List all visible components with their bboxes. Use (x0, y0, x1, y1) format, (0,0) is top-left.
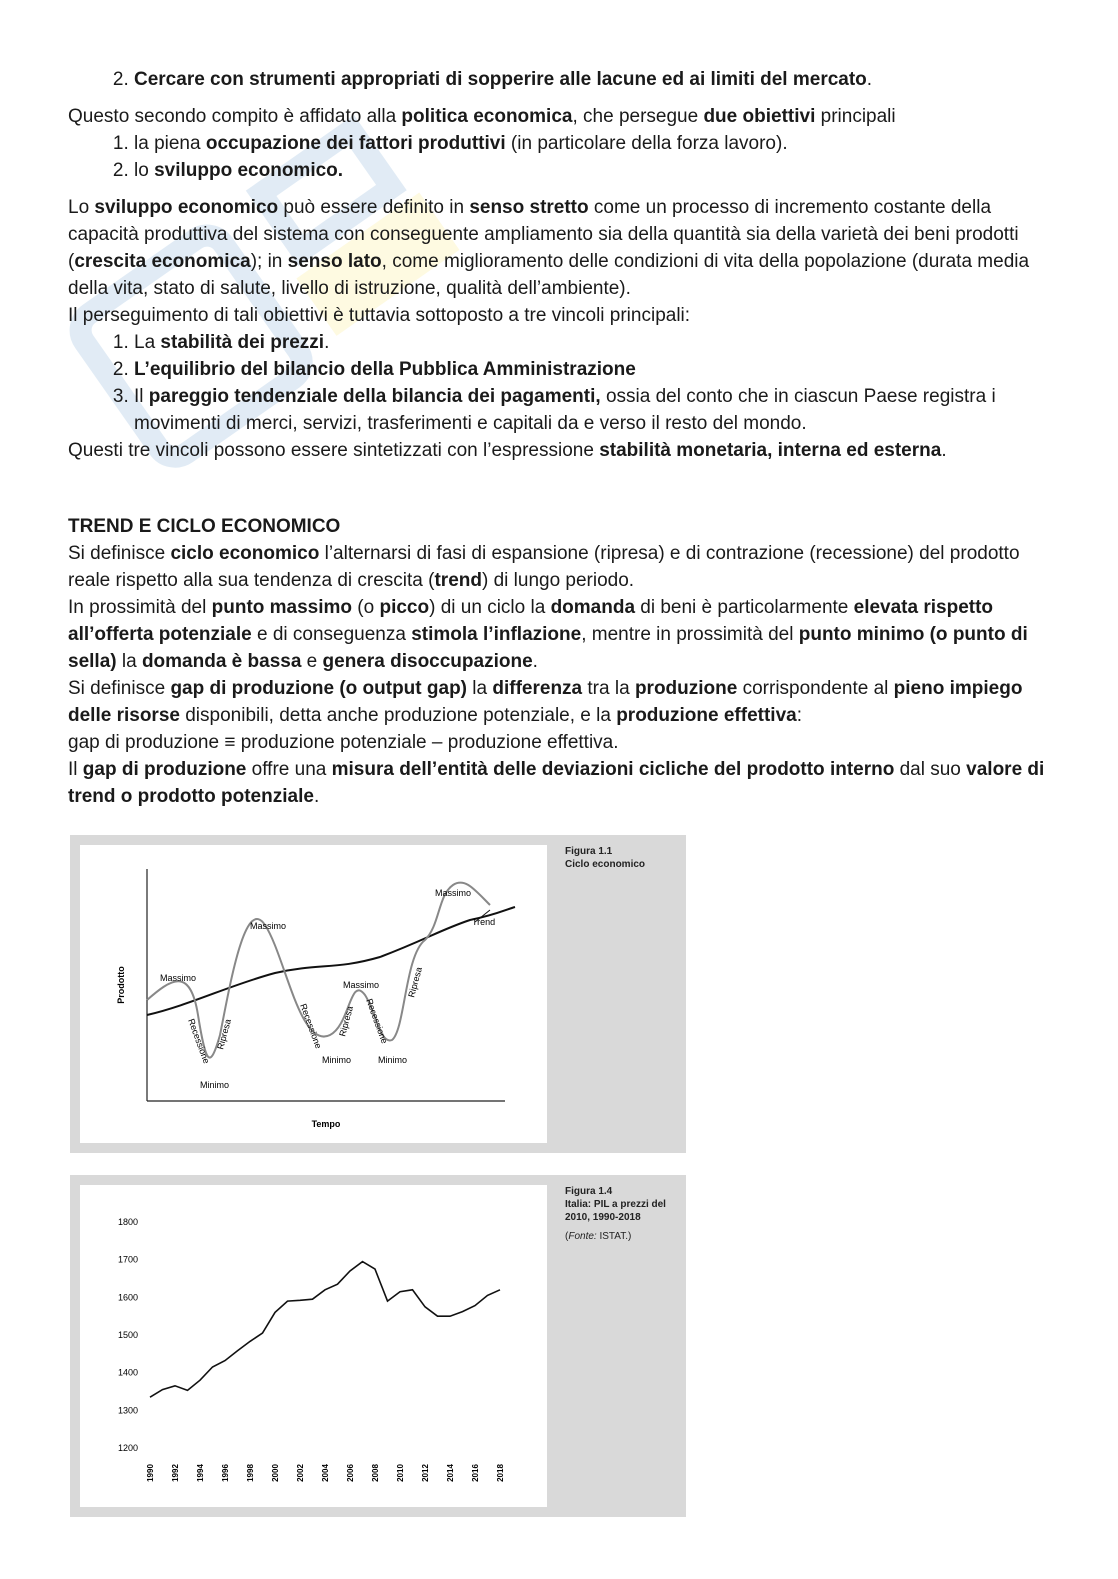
y-tick-label: 1300 (118, 1405, 139, 1416)
label-recessione: Recessione (364, 997, 390, 1045)
trend-line (147, 907, 515, 1015)
x-tick-label: 2006 (346, 1464, 355, 1482)
figure-ciclo-economico (70, 835, 686, 1153)
label-massimo: Massimo (435, 888, 472, 898)
cycle-diagram (80, 845, 547, 1143)
x-tick-label: 1992 (171, 1464, 180, 1482)
chart-source-value: ISTAT. (599, 1231, 629, 1242)
series-line-pil (150, 1262, 500, 1398)
y-tick-label: 1400 (118, 1367, 139, 1378)
section-title: TREND E CICLO ECONOMICO (68, 516, 341, 537)
chart-source-label: Fonte: (568, 1231, 597, 1242)
intro-list-item (134, 66, 1048, 93)
figure4-caption (565, 1185, 685, 1243)
figure-ciclo-panel (80, 845, 547, 1143)
label-massimo: Massimo (250, 921, 287, 931)
figure-pil-italia (70, 1175, 686, 1517)
x-tick-label: 2014 (446, 1464, 455, 1482)
document-page (68, 66, 1048, 810)
intro-list (68, 66, 1048, 93)
x-tick-label: 2008 (371, 1464, 380, 1482)
constraints-list (68, 329, 1048, 437)
x-tick-label: 1998 (246, 1464, 255, 1482)
paragraph-ciclo-economico: Si definisce ciclo economico l’alternarsi di fasi di espansione (ripresa) e di contrazione (recessione) del prodotto reale rispetto alla sua tendenza di crescita (trend) di lungo periodo. (68, 543, 1020, 591)
figure-pil-panel (80, 1185, 547, 1507)
objective-item: 2. lo sviluppo economico. (134, 157, 1048, 184)
x-tick-label: 2000 (271, 1464, 280, 1482)
label-minimo: Minimo (322, 1055, 352, 1065)
label-recessione: Recessione (298, 1002, 324, 1050)
cycle-x-label: Tempo (311, 1119, 341, 1129)
label-massimo: Massimo (160, 973, 197, 983)
intro-item-bold: Cercare con strumenti appropriati di sopperire alle lacune ed ai limiti del mercato (134, 69, 867, 90)
chart-source: (Fonte: ISTAT.) (565, 1231, 632, 1242)
x-tick-label: 2004 (321, 1464, 330, 1482)
y-tick-label: 1800 (118, 1217, 139, 1227)
y-tick-label: 1600 (118, 1292, 139, 1303)
paragraph-sviluppo-economico: Lo sviluppo economico può essere definito in senso stretto come un processo di incremento costante della capacità produttiva del sistema con conseguente ampliamento sia della quantità sia della varietà dei beni prodotti (crescita economica); in senso lato, come miglioramento delle condizioni di vita della popolazione (durata media della vita, stato di salute, livello di istruzione, qualità dell’ambiente). (68, 197, 1030, 299)
chart-title: Figura 1.4 (565, 1186, 613, 1197)
x-tick-label: 2018 (496, 1464, 505, 1482)
x-tick-label: 2002 (296, 1464, 305, 1482)
label-minimo: Minimo (378, 1055, 408, 1065)
x-tick-label: 2012 (421, 1464, 430, 1482)
paragraph-vincoli-intro: Il perseguimento di tali obiettivi è tuttavia sottoposto a tre vincoli principali: (68, 305, 691, 326)
y-tick-label: 1700 (118, 1254, 139, 1265)
label-trend: Trend (472, 917, 496, 927)
constraint-item: 2. L’equilibrio del bilancio della Pubblica Amministrazione (134, 356, 1048, 383)
x-tick-label: 2016 (471, 1464, 480, 1482)
cycle-y-label: Prodotto (116, 966, 126, 1004)
label-ripresa: Ripresa (406, 965, 424, 999)
figure1-caption-title: Figura 1.1 (565, 846, 613, 857)
constraint-item: 1. La stabilità dei prezzi. (134, 329, 1048, 356)
paragraph-gap-definizione: Si definisce gap di produzione (o output gap) la differenza tra la produzione corrispondente al pieno impiego delle risorse disponibili, detta anche produzione potenziale, e la produzione effettiva: (68, 678, 1023, 726)
x-tick-label: 1996 (221, 1464, 230, 1482)
label-massimo: Massimo (343, 980, 380, 990)
x-tick-label: 2010 (396, 1464, 405, 1482)
x-tick-label: 1994 (196, 1464, 205, 1482)
y-tick-label: 1200 (118, 1443, 139, 1453)
intro-item-tail: . (866, 69, 873, 90)
label-minimo: Minimo (200, 1080, 230, 1090)
chart-subtitle: Italia: PIL a prezzi del 2010, 1990-2018 (565, 1199, 666, 1223)
y-tick-label: 1500 (118, 1330, 139, 1340)
figure1-caption (565, 845, 685, 871)
label-ripresa: Ripresa (337, 1004, 355, 1038)
objective-item: 1. la piena occupazione dei fattori produttivi (in particolare della forza lavoro). (134, 130, 1048, 157)
figure1-caption-subtitle: Ciclo economico (565, 859, 646, 870)
label-ripresa: Ripresa (215, 1017, 233, 1051)
x-tick-label: 1990 (146, 1464, 155, 1482)
pil-line-chart (80, 1185, 547, 1507)
paragraph-punto-massimo: In prossimità del punto massimo (o picco) di un ciclo la domanda di beni è particolarmente elevata rispetto all’offerta potenziale e di conseguenza stimola l’inflazione, mentre in prossimità del punto minimo (o punto di sella) la domanda è bassa e genera disoccupazione. (68, 597, 1028, 672)
label-recessione: Recessione (186, 1017, 212, 1065)
paragraph-stabilita-monetaria: Questi tre vincoli possono essere sintetizzati con l’espressione stabilità monetaria, interna ed esterna. (68, 440, 947, 461)
constraint-item: 3. Il pareggio tendenziale della bilancia dei pagamenti, ossia del conto che in ciascun Paese registra i movimenti di merci, servizi, trasferimenti e capitali da e verso il resto del mondo. (134, 383, 1048, 437)
objectives-list (68, 130, 1048, 184)
paragraph-politica-economica: Questo secondo compito è affidato alla politica economica, che persegue due obiettivi principali (68, 106, 896, 127)
paragraph-gap-formula: gap di produzione ≡ produzione potenziale – produzione effettiva. (68, 732, 619, 753)
paragraph-gap-misura: Il gap di produzione offre una misura dell’entità delle deviazioni cicliche del prodotto interno dal suo valore di trend o prodotto potenziale. (68, 759, 1045, 807)
